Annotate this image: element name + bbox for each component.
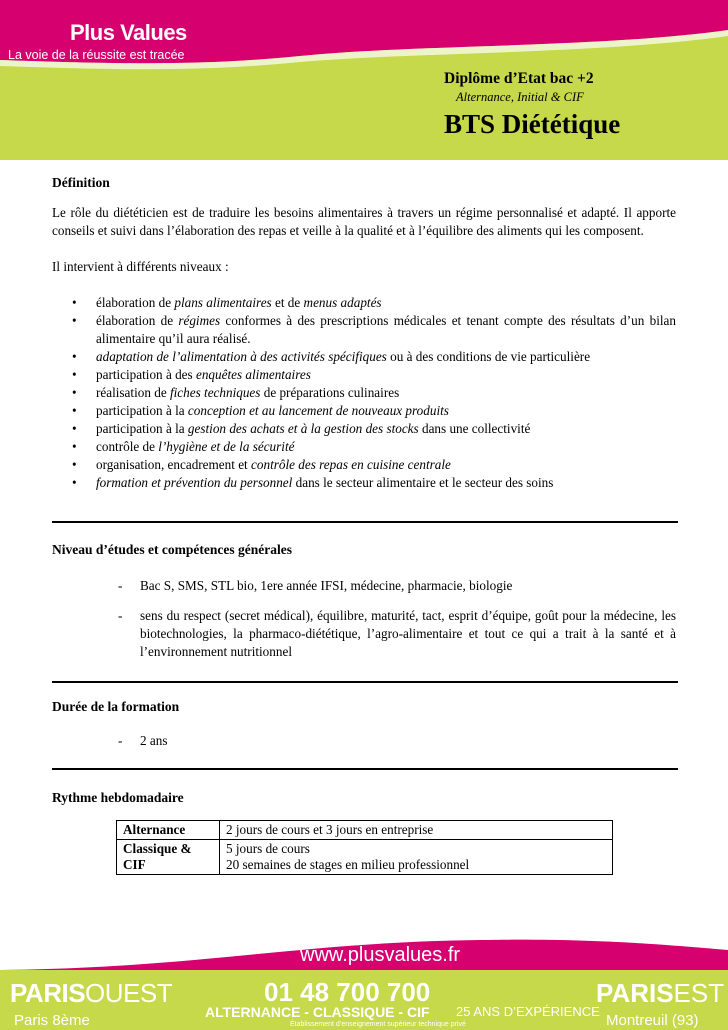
campus-right-location: Montreuil (93) [606,1012,699,1029]
item-text: participation à la [96,403,188,418]
definition-intro: Il intervient à différents niveaux : [52,259,229,274]
footer-url[interactable]: www.plusvalues.fr [300,944,461,966]
niveau-section [52,541,676,673]
emphasis-text: gestion des achats et à la gestion des stocks [187,421,419,436]
definition-list-item [52,366,676,384]
item-text: sens du respect (secret médical), équilibre, maturité, tact, esprit d’équipe, goût pour la médecine, les biotechnologies, la pharmaco-diététique, l’agro-alimentaire et tout ce qui a trait à la santé et à l’environnement nutritionnel [140,608,676,659]
emphasis-text: contrôle des repas en cuisine centrale [251,457,451,472]
table-value-cell: 2 jours de cours et 3 jours en entreprise [220,821,613,840]
table-row [117,840,613,875]
footer-experience: 25 ANS D’EXPÉRIENCE [456,1004,600,1019]
definition-paragraph: Le rôle du diététicien est de traduire les besoins alimentaires à travers un régime personnalisé et adapté. Il apporte conseils et suivi dans l’élaboration des repas et veille à la qualité et à l’équilibre des aliments qui les composent. [52,205,676,238]
duree-list [52,732,676,750]
bullet-icon: • [72,313,77,328]
definition-section [52,174,676,492]
item-text: de préparations culinaires [260,385,400,400]
bullet-icon: • [72,475,77,490]
definition-heading: Définition [52,175,110,190]
header-title: Diplôme d’Etat bac +2 [444,70,594,87]
table-key-cell: Alternance [117,821,220,840]
bullet-icon: • [72,385,77,400]
niveau-heading: Niveau d’études et compétences générales [52,542,292,557]
bullet-icon: • [72,421,77,436]
item-text: 2 ans [140,733,168,748]
campus-right-name: PARISEST [596,978,725,1008]
footer-small-print: Établissement d’enseignement supérieur technique privé [290,1021,466,1028]
emphasis-text: fiches techniques [169,385,261,400]
item-text: contrôle de [96,439,159,454]
bullet-icon: • [72,403,77,418]
item-text: dans le secteur alimentaire et le secteur des soins [292,475,554,490]
duree-heading: Durée de la formation [52,699,180,714]
definition-list-item [52,348,676,366]
emphasis-text: l’hygiène et de la sécurité [158,439,295,454]
item-text: participation à la [96,421,188,436]
item-text: élaboration de [96,313,179,328]
emphasis-text: menus adaptés [303,295,382,310]
campus-left-location: Paris 8ème [14,1012,90,1029]
definition-list-item [52,474,676,492]
emphasis-text: plans alimentaires [174,295,272,310]
emphasis-text: conception et au lancement de nouveaux produits [187,403,449,418]
item-text: conformes à des prescriptions médicales et tenant compte des résultats d’un bilan alimentaire qu’il aura réalisé. [96,313,677,346]
item-text: organisation, encadrement et [96,457,252,472]
definition-list-item [52,402,676,420]
header-info [444,70,620,140]
footer-phone: 01 48 700 700 [264,977,431,1007]
bullet-icon: • [72,367,77,382]
table-key-cell: Classique & CIF [117,840,220,875]
diploma-title: BTS Diététique [444,109,621,139]
header-subtitle: Alternance, Initial & CIF [456,90,584,104]
logo: Plus Values [70,20,187,45]
item-text: et de [271,295,304,310]
divider [52,521,678,523]
dash-icon: - [118,733,123,748]
definition-list-item [52,420,676,438]
rythme-section [52,789,676,807]
logo-tagline: La voie de la réussite est tracée [8,48,185,62]
dash-icon: - [118,608,123,623]
emphasis-text: adaptation de l’alimentation à des activités spécifiques [96,349,387,364]
rythme-table [116,820,613,875]
bullet-icon: • [72,457,77,472]
dash-list-item [52,577,676,595]
bullet-icon: • [72,349,77,364]
bullet-icon: • [72,295,77,310]
dash-icon: - [118,578,123,593]
table-value-cell: 5 jours de cours 20 semaines de stages en milieu professionnel [220,840,613,875]
emphasis-text: formation et prévention du personnel [96,475,293,490]
table-row [117,821,613,840]
definition-list-item [52,312,676,348]
definition-list-item [52,456,676,474]
header-band [0,0,728,160]
dash-list-item [52,607,676,661]
emphasis-text: régimes [178,313,221,328]
item-text: participation à des [96,367,196,382]
rythme-heading: Rythme hebdomadaire [52,790,184,805]
item-text: ou à des conditions de vie particulière [386,349,591,364]
emphasis-text: enquêtes alimentaires [195,367,311,382]
item-text: dans une collectivité [418,421,531,436]
definition-list-item [52,438,676,456]
divider [52,768,678,770]
footer-modes: ALTERNANCE - CLASSIQUE - CIF [205,1004,430,1020]
divider [52,681,678,683]
definition-list-item [52,294,676,312]
item-text: Bac S, SMS, STL bio, 1ere année IFSI, médecine, pharmacie, biologie [140,578,513,593]
bullet-icon: • [72,439,77,454]
definition-list-item [52,384,676,402]
dash-list-item [52,732,676,750]
duree-section [52,698,676,762]
definition-list [52,294,676,492]
campus-left-name: PARISOUEST [10,978,173,1008]
item-text: élaboration de [96,295,175,310]
niveau-list [52,577,676,661]
item-text: réalisation de [96,385,170,400]
